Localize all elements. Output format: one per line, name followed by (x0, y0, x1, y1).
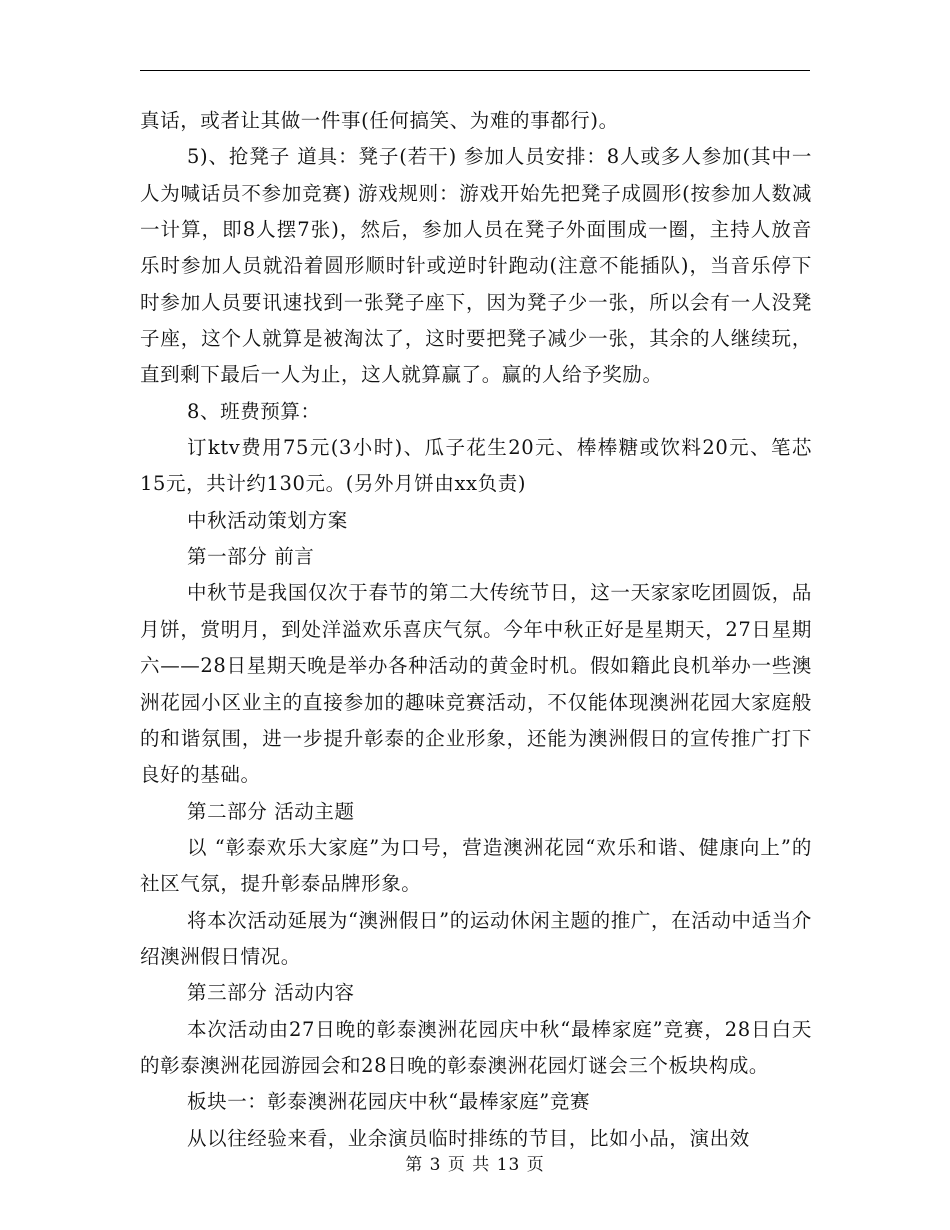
paragraph: 将本次活动延展为“澳洲假日”的运动休闲主题的推广，在活动中适当介绍澳洲假日情况。 (140, 908, 812, 968)
paragraph: 本次活动由27日晚的彰泰澳洲花园庆中秋“最棒家庭”竞赛，28日白天的彰泰澳洲花园游园会和28日晚的彰泰澳洲花园灯谜会三个板块构成。 (140, 1017, 812, 1077)
paragraph: 真话，或者让其做一件事(任何搞笑、为难的事都行)。 (140, 109, 619, 132)
paragraph: 以 “彰泰欢乐大家庭”为口号，营造澳洲花园“欢乐和谐、健康向上”的社区气氛，提升彰泰品牌形象。 (140, 835, 812, 896)
document-body (140, 103, 812, 1157)
paragraph: 板块一：彰泰澳洲花园庆中秋“最棒家庭”竞赛 (187, 1090, 591, 1114)
page-number: 第 3 页 共 13 页 (405, 1155, 545, 1175)
paragraph: 第三部分 活动内容 (187, 981, 355, 1005)
header-rule (140, 70, 810, 71)
paragraph: 从以往经验来看，业余演员临时排练的节目，比如小品，演出效 (187, 1126, 750, 1150)
paragraph: 第一部分 前言 (187, 545, 315, 569)
paragraph: 中秋活动策划方案 (187, 508, 348, 532)
paragraph: 订ktv费用75元(3小时)、瓜子花生20元、棒棒糖或饮料20元、笔芯15元，共计约130元。(另外月饼由xx负责) (140, 436, 812, 496)
paragraph: 中秋节是我国仅次于春节的第二大传统节日，这一天家家吃团圆饭，品月饼，赏明月，到处洋溢欢乐喜庆气氛。今年中秋正好是星期天，27日星期六——28日星期天晚是举办各种活动的黄金时机。假如籍此良机举办一些澳洲花园小区业主的直接参加的趣味竞赛活动，不仅能体现澳洲花园大家庭般的和谐氛围，进一步提升彰泰的企业形象，还能为澳洲假日的宣传推广打下良好的基础。 (140, 581, 812, 787)
paragraph: 8、班费预算： (187, 399, 321, 423)
paragraph: 第二部分 活动主题 (187, 799, 355, 823)
paragraph: 5)、抢凳子 道具：凳子(若干) 参加人员安排：8人或多人参加(其中一人为喊话员不参加竞赛) 游戏规则：游戏开始先把凳子成圆形(按参加人数减一计算，即8人摆7张)，然后，参加人员在凳子外面围成一圈，主持人放音乐时参加人员就沿着圆形顺时针或逆时针跑动(注意不能插队)，当音乐停下时参加人员要讯速找到一张凳子座下，因为凳子少一张，所以会有一人没凳子座，这个人就算是被淘汰了，这时要把凳子减少一张，其余的人继续玩，直到剩下最后一人为止，这人就算赢了。赢的人给予奖励。 (140, 145, 812, 387)
